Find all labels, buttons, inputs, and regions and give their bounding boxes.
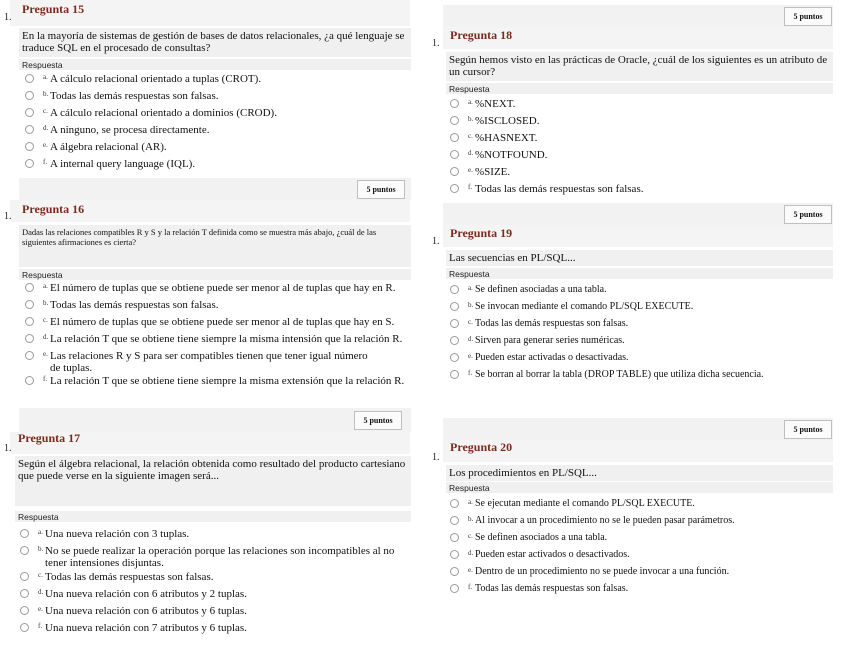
question-15-answer-b[interactable] [25,90,405,102]
answer-letter: f. [468,183,473,191]
question-16-answer-d[interactable] [25,333,410,345]
answer-letter: a. [468,284,473,292]
answer-text: A cálculo relacional orientado a dominios (CROD). [50,107,277,119]
answer-text: Una nueva relación con 3 tuplas. [45,528,190,540]
question-20-answer-a[interactable] [450,498,835,510]
radio-button[interactable] [450,319,459,328]
answer-letter: a. [468,498,473,506]
question-20-response-label: Respuesta [446,482,833,493]
answer-letter: a. [38,528,43,536]
question-15-stem: En la mayoría de sistemas de gestión de bases de datos relacionales, ¿a qué lenguaje se traduce SQL en el procesado de consultas? [19,28,411,57]
question-18-answer-c[interactable] [450,132,830,144]
answer-text: Pueden estar activadas o desactivadas. [475,352,629,363]
radio-button[interactable] [25,108,34,117]
question-18-answer-e[interactable] [450,166,830,178]
question-18-stem: Según hemos visto en las prácticas de Oracle, ¿cuál de los siguientes es un atributo de un cursor? [446,52,833,81]
question-16-answer-b[interactable] [25,299,410,311]
question-15-footer-band [19,178,411,200]
question-16-answer-c[interactable] [25,316,410,328]
radio-button[interactable] [450,499,459,508]
radio-button[interactable] [450,336,459,345]
answer-letter: b. [43,90,49,98]
radio-button[interactable] [20,572,29,581]
question-20-stem: Los procedimientos en PL/SQL... [446,465,833,481]
question-16-stem: Dadas las relaciones compatibles R y S y la relación T definida como se muestra más abajo, ¿cuál de las siguientes afirmaciones es cierta? [19,225,411,267]
radio-button[interactable] [450,99,459,108]
answer-letter: e. [38,605,43,613]
answer-text: Las relaciones R y S para ser compatibles tienen que tener igual número de tuplas. [50,350,368,374]
question-15-title: Pregunta 15 [22,2,85,16]
answer-letter: b. [468,301,474,309]
question-16-answer-f[interactable] [25,375,410,387]
question-18-number: 1. [432,38,440,49]
question-20-answer-c[interactable] [450,532,835,544]
answer-letter: b. [43,299,49,307]
answer-letter: b. [468,515,474,523]
question-19-answer-b[interactable] [450,301,835,313]
answer-text: Una nueva relación con 6 atributos y 2 tuplas. [45,588,247,600]
radio-button[interactable] [25,159,34,168]
question-15-answer-a[interactable] [25,73,405,85]
answer-text: Pueden estar activados o desactivados. [475,549,630,560]
radio-button[interactable] [20,529,29,538]
answer-letter: c. [38,571,43,579]
answer-text: Dentro de un procedimiento no se puede invocar a una función. [475,566,730,577]
question-16-title: Pregunta 16 [22,202,85,216]
question-20-answer-e[interactable] [450,566,835,578]
question-17-answer-a[interactable] [20,528,410,540]
question-19-top-band [443,203,833,225]
question-20-answer-b[interactable] [450,515,835,527]
answer-letter: c. [468,532,473,540]
radio-button[interactable] [450,150,459,159]
question-17-answer-b[interactable] [20,545,410,569]
radio-button[interactable] [25,283,34,292]
answer-text: A ninguno, se procesa directamente. [50,124,210,136]
answer-letter: a. [43,73,48,81]
answer-text: Se borran al borrar la tabla (DROP TABLE) que utiliza dicha secuencia. [475,369,764,380]
question-18-answer-a[interactable] [450,98,830,110]
answer-letter: b. [468,115,474,123]
answer-text: %NOTFOUND. [475,149,548,161]
radio-button[interactable] [450,550,459,559]
answer-letter: f. [43,375,48,383]
radio-button[interactable] [25,351,34,360]
question-15-number: 1. [4,12,12,23]
question-16-answer-a[interactable] [25,282,410,294]
answer-text: El número de tuplas que se obtiene puede ser menor al de tuplas que hay en R. [50,282,396,294]
radio-button[interactable] [450,167,459,176]
question-18-answer-f[interactable] [450,183,830,195]
question-19-stem: Las secuencias en PL/SQL... [446,250,833,266]
answer-letter: c. [468,132,473,140]
question-18-points-badge: 5 puntos [784,7,832,26]
question-19-number: 1. [432,236,440,247]
radio-button[interactable] [450,516,459,525]
answer-text: Todas las demás respuestas son falsas. [50,90,219,102]
answer-letter: e. [468,352,473,360]
radio-button[interactable] [450,370,459,379]
answer-letter: e. [468,566,473,574]
answer-text: Todas las demás respuestas son falsas. [45,571,214,583]
answer-text: A internal query language (IQL). [50,158,196,170]
radio-button[interactable] [25,376,34,385]
answer-letter: b. [38,545,44,553]
answer-text: Se invocan mediante el comando PL/SQL EXECUTE. [475,301,694,312]
answer-letter: f. [468,369,473,377]
answer-text: Al invocar a un procedimiento no se le pueden pasar parámetros. [475,515,735,526]
answer-letter: f. [43,158,48,166]
answer-text: Se ejecutan mediante el comando PL/SQL EXECUTE. [475,498,695,509]
answer-letter: e. [468,166,473,174]
question-16-number: 1. [4,211,12,222]
answer-text: Todas las demás respuestas son falsas. [475,183,644,195]
question-19-points-badge: 5 puntos [784,205,832,224]
answer-letter: e. [43,141,48,149]
question-20-top-band [443,418,833,440]
question-17-title: Pregunta 17 [18,431,81,445]
answer-text: Todas las demás respuestas son falsas. [50,299,219,311]
question-19-response-label: Respuesta [446,268,833,279]
answer-letter: a. [468,98,473,106]
answer-text: No se puede realizar la operación porque las relaciones son incompatibles al no tener intensiones disjuntas. [45,545,395,569]
question-17-answer-f[interactable] [20,622,410,634]
question-20-answer-f[interactable] [450,583,835,595]
question-19-answer-f[interactable] [450,369,835,381]
radio-button[interactable] [450,184,459,193]
question-17-answer-d[interactable] [20,588,410,600]
question-19-answer-e[interactable] [450,352,835,364]
answer-letter: f. [38,622,43,630]
answer-text: El número de tuplas que se obtiene puede ser menor al de tuplas que hay en S. [50,316,395,328]
answer-text: %HASNEXT. [475,132,538,144]
radio-button[interactable] [450,584,459,593]
question-18-answer-b[interactable] [450,115,830,127]
answer-text: Se definen asociadas a una tabla. [475,284,607,295]
question-18-title: Pregunta 18 [450,28,513,42]
radio-button[interactable] [25,91,34,100]
question-16-points-badge: 5 puntos [354,411,402,430]
answer-text: Se definen asociados a una tabla. [475,532,608,543]
answer-letter: c. [43,316,48,324]
question-20-answer-d[interactable] [450,549,835,561]
answer-letter: d. [468,149,474,157]
radio-button[interactable] [20,589,29,598]
radio-button[interactable] [25,74,34,83]
answer-text: %NEXT. [475,98,516,110]
radio-button[interactable] [450,116,459,125]
radio-button[interactable] [450,533,459,542]
question-16-response-label: Respuesta [19,269,411,280]
question-17-answer-c[interactable] [20,571,410,583]
answer-letter: c. [468,318,473,326]
answer-text: Una nueva relación con 6 atributos y 6 tuplas. [45,605,247,617]
radio-button[interactable] [20,546,29,555]
question-15-answer-f[interactable] [25,158,405,170]
question-15-answer-e[interactable] [25,141,405,153]
answer-text: Una nueva relación con 7 atributos y 6 tuplas. [45,622,247,634]
radio-button[interactable] [25,142,34,151]
question-18-top-band [443,5,833,27]
answer-letter: d. [468,549,474,557]
answer-letter: f. [468,583,473,591]
question-17-number: 1. [4,443,12,454]
question-19-answer-d[interactable] [450,335,835,347]
question-15-answer-d[interactable] [25,124,405,136]
answer-letter: c. [43,107,48,115]
radio-button[interactable] [20,623,29,632]
question-16-answer-e[interactable] [25,350,410,374]
question-18-response-label: Respuesta [446,83,833,94]
question-20-title: Pregunta 20 [450,440,513,454]
radio-button[interactable] [25,334,34,343]
question-16-footer-band [19,408,411,432]
radio-button[interactable] [25,300,34,309]
radio-button[interactable] [450,302,459,311]
answer-letter: d. [43,333,49,341]
radio-button[interactable] [450,133,459,142]
answer-letter: d. [38,588,44,596]
question-19-answer-c[interactable] [450,318,835,330]
question-15-response-label: Respuesta [19,59,411,70]
radio-button[interactable] [450,353,459,362]
answer-text: Todas las demás respuestas son falsas. [475,583,629,594]
answer-text: %SIZE. [475,166,511,178]
radio-button[interactable] [25,125,34,134]
answer-letter: a. [43,282,48,290]
question-20-points-badge: 5 puntos [784,420,832,439]
answer-text: La relación T que se obtiene tiene siempre la misma intensión que la relación R. [50,333,403,345]
answer-text: La relación T que se obtiene tiene siempre la misma extensión que la relación R. [50,375,405,387]
question-19-title: Pregunta 19 [450,226,513,240]
answer-text: %ISCLOSED. [475,115,540,127]
question-15-points-badge: 5 puntos [357,180,405,199]
answer-letter: d. [468,335,474,343]
question-17-answer-e[interactable] [20,605,410,617]
answer-text: Todas las demás respuestas son falsas. [475,318,629,329]
question-19-answer-a[interactable] [450,284,835,296]
radio-button[interactable] [450,567,459,576]
answer-text: A cálculo relacional orientado a tuplas (CROT). [50,73,262,85]
question-18-answer-d[interactable] [450,149,830,161]
answer-text: A álgebra relacional (AR). [50,141,167,153]
question-20-number: 1. [432,452,440,463]
radio-button[interactable] [450,285,459,294]
answer-text: Sirven para generar series numéricas. [475,335,625,346]
radio-button[interactable] [25,317,34,326]
answer-letter: e. [43,350,48,358]
answer-letter: d. [43,124,49,132]
question-17-stem: Según el álgebra relacional, la relación obtenida como resultado del producto cartesiano que puede verse en la siguiente imagen será... [15,456,411,506]
question-17-response-label: Respuesta [15,511,411,522]
question-15-answer-c[interactable] [25,107,405,119]
radio-button[interactable] [20,606,29,615]
